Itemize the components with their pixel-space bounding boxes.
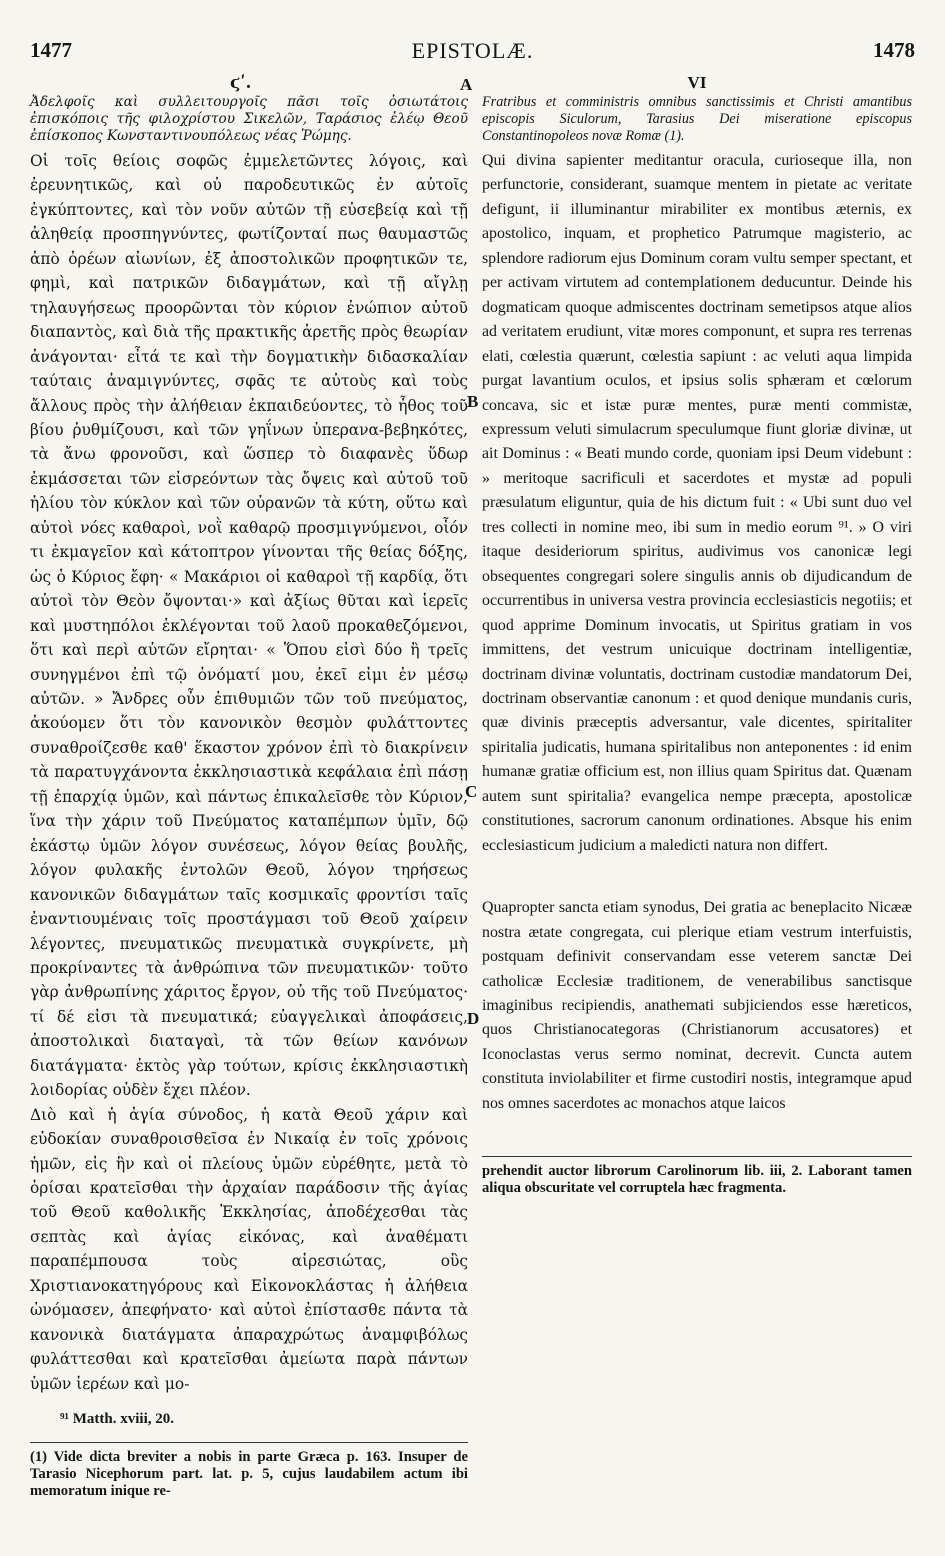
- greek-section-number: ϛʹ.: [230, 73, 252, 93]
- footnote-rule-right: [482, 1156, 912, 1157]
- margin-mark-b: B: [467, 392, 479, 411]
- latin-salutation: Fratribus et comministris omnibus sanctissimis et Christi amantibus episcopis Siculorum, Tarasius Dei miseratione episcopus Constantinopoleos novæ Romæ (1).: [482, 94, 912, 144]
- margin-mark-c: C: [465, 782, 478, 801]
- greek-paragraph-1: Οἱ τοῖς θείοις σοφῶς ἐμμελετῶντες λόγοις, καὶ ἐρευνητικῶς, καὶ οὐ παροδευτικῶς ἐν αὐτοῖς ἐγκύπτοντες, καὶ τὸν νοῦν αὐτῶν τῇ εὐσεβείᾳ καὶ τῇ ἀληθείᾳ προσπηγνύντες, φωτίζονταί πως θαυμαστῶς ἀπὸ ὀρέων αἰωνίων, ἐξ ἀποστολικῶν προφητικῶν τε, φημὶ, καὶ πατρικῶν διδαγμάτων, καὶ τῇ αἴγλῃ τηλαυγήσεως προορῶνται τὸν κύριον ἐνώπιον αὐτοῦ διαπαντὸς, καὶ διὰ τῆς πρακτικῆς ἀρετῆς πρὸς θεωρίαν ἀνάγονται· εἶτά τε καὶ τὴν δογματικὴν διδασκαλίαν ταύταις ἀναμιγνύντες, σφᾶς τε αὐτοὺς καὶ τοὺς ἄλλους πρὸς τὴν ἀλήθειαν ἐκπαιδεύοντες, τὸ ἦθος τοῦ βίου ῥυθμίζουσι, καὶ τῶν γηΐνων ὑπερανα-βεβηκότες, τὰ ἄνω φρονοῦσι, καὶ ὥσπερ τὸ διαφανὲς ὕδωρ ἐκμάσσεται τῶν εἰσρεόντων τὰς ὄψεις καὶ αὐτοῦ τοῦ ἡλίου τὸν κύκλον καὶ τῶν οὐρανῶν τὰ κύτη, οὕτω καὶ αὐτοὶ νόες καθαροὶ, νοῒ καθαρῷ προσμιγνύμενοι, οἷόν τι ἐκμαγεῖον καὶ κάτοπτρον γίνονται τῆς θείας δόξης, ὡς ὁ Κύριος ἔφη· « Μακάριοι οἱ καθαροὶ τῇ καρδίᾳ, ὅτι αὐτοὶ τὸν Θεὸν ὄψονται·» καὶ ἀξίως θῦται καὶ ἱερεῖς καὶ μυστηπόλοι ἐκλέγονται τοῦ λαοῦ προκαθεζόμενοι, ὅτι καὶ περὶ αὐτῶν εἴρηται· « Ὅπου εἰσὶ δύο ἢ τρεῖς συνηγμένοι ἐπὶ τῷ ὀνόματί μου, ἐκεῖ εἰμι ἐν μέσῳ αὐτῶν. » Ἄνδρες οὖν ἐπιθυμιῶν τῶν τοῦ πνεύματος, ἀκούομεν ὅτι τὸν κανονικὸν θεσμὸν φυλάττοντες συναθροίζεσθε καθ' ἕκαστον χρόνον ἐπὶ τὸ διακρίνειν τὰ παρατυγχάνοντα ἐκκλησιαστικὰ κεφάλαια ἐπὶ πάσῃ τῇ ἐπαρχίᾳ ὑμῶν, καὶ πάντως ἐπικαλεῖσθε τὸν Κύριον, ἵνα τὴν χάριν τοῦ Πνεύματος καταπέμπων ὑμῖν, δῷ ἑκάστῳ ὑμῶν λόγον συνέσεως, λόγον θείας βουλῆς, λόγον φυλακῆς ἐντολῶν Θεοῦ, λόγον τηρήσεως κανονικῶν διδαγμάτων ταῖς κοσμικαῖς φροντίσι ταῖς ἐναντιουμέναις τοῖς προστάγμασι τοῦ Θεοῦ χαίρειν λέγοντες, πνευματικῶς πνευματικὰ συγκρίνετε, μὴ προκρίναντες τὰ ἀνθρώπινα τῶν πνευματικῶν· τοῦτο γὰρ ἀνθρωπίνης χάριτος ἔργον, οὐ τῆς τοῦ Πνεύματος· τί δέ εἰσι τὰ πνευματικά; εὐαγγελικαὶ ἀποφάσεις, ἀποστολικαὶ διαταγαὶ, τὰ τῶν θείων κανόνων διατάγματα· ἐκτὸς γὰρ τούτων, κρίσις ἐκκλησιαστικὴ λοιδορίας οὐδὲν ἔχει πλέον.: [30, 152, 468, 1100]
- scripture-note: ⁹¹ Matth. xviii, 20.: [60, 1411, 174, 1428]
- latin-paragraph-1: Qui divina sapienter meditantur oracula, curioseque illa, non perfunctorie, considerant, suamque mentem in pietate ac veritate defigunt, ii illuminantur mirabiliter ex montibus æternis, ex apostolico, inquam, et prophetico Patrumque magisterio, ac splendore radiorum ejus Dominum coram vultu semper spectant, et per activam virtutem ad contemplationem deducuntur. Deinde his dogmaticam quoque admiscentes doctrinam semetipsos atque alios ad veritatem erudiunt, vitæ mores componunt, et supra res terrenas elati, cœlestia quærunt, cœlestia sapiunt : ac veluti aqua limpida purgat lavantium oculos, et ipsius solis sphæram et cœlorum concava, sic et istæ puræ mentes, puræ menti commistæ, expressum veluti simulacrum speculumque fiunt gloriæ divinæ, ut ait Dominus : « Beati mundo corde, quoniam ipsi Deum videbunt : » meritoque sacrificuli et sacerdotes et mystæ ad populi præsulatum eliguntur, quia de his dictum fuit : « Ubi sunt duo vel tres collecti in nomine meo, ibi sum in medio eorum ⁹¹. » O viri itaque desideriorum spiritus, audivimus vos canonicæ legi obsequentes congregari solere singulis annis ob dijudicandum de occurrentibus in universa vestra provincia ecclesiasticis negotiis; et quod apprime Dominum invocatis, ut Spiritus gratiam in vos immittens, det vestrum unicuique doctrinam intelligentiæ, doctrinam divinæ voluntatis, doctrinam custodiæ mandatorum Dei, doctrinam observantiæ canonum : et quod denique mundanis curis, quæ divinis præceptis adversantur, vale dicentes, spiritaliter spiritalia judicatis, humana spiritalibus non anteponentes : id enim humanæ gratiæ officium est, non illius quam Spiritus dat. Quænam autem sunt spiritalia? evangelica nempe præcepta, apostolicæ constitutiones, sacrorum canonum ordinationes. Absque his enim ecclesiasticum judicium a maledicti natura non differt.: [482, 152, 912, 854]
- footnote-rule-left: [30, 1442, 468, 1443]
- latin-section-number: VI: [687, 73, 707, 92]
- footnote-right: prehendit auctor librorum Carolinorum lib. iii, 2. Laborant tamen aliqua obscuritate vel corruptela hæc fragmenta.: [482, 1163, 912, 1197]
- page-number-left: 1477: [30, 38, 72, 62]
- running-title: EPISTOLÆ.: [411, 38, 534, 63]
- latin-column: [482, 72, 912, 1197]
- page-header: [0, 38, 945, 68]
- greek-salutation: Ἀδελφοῖς καὶ συλλειτουργοῖς πᾶσι τοῖς ὁσιωτάτοις ἐπισκόποις τῆς φιλοχρίστου Σικελῶν, Ταράσιος ἐλέῳ Θεοῦ ἐπίσκοπος Κωνσταντινουπόλεως νέας Ῥώμης.: [30, 94, 468, 144]
- page-number-right: 1478: [873, 38, 915, 62]
- greek-column: [30, 72, 468, 1500]
- margin-mark-d: D: [467, 1009, 480, 1028]
- footnote-left: (1) Vide dicta breviter a nobis in parte Græca p. 163. Insuper de Tarasio Nicephorum part. lat. p. 5, cujus laudabilem actum ibi memoratum inique re-: [30, 1449, 468, 1500]
- greek-paragraph-2: Διὸ καὶ ἡ ἁγία σύνοδος, ἡ κατὰ Θεοῦ χάριν καὶ εὐδοκίαν συναθροισθεῖσα ἐν Νικαίᾳ ἐν τοῖς χρόνοις ἡμῶν, εἰς ἣν καὶ οἱ πλείους ὑμῶν εὑρέθητε, μετὰ τὸ ὁρίσαι κρατεῖσθαι τὴν ἀρχαίαν παράδοσιν τῆς ἁγίας τοῦ Θεοῦ καθολικῆς Ἐκκλησίας, ἀποδέχεσθαι τὰς σεπτὰς καὶ ἁγίας εἰκόνας, καὶ ἀναθέματι παραπέμπουσα τοὺς αἱρεσιώτας, οὓς Χριστιανοκατηγόρους καὶ Εἰκονοκλάστας ἡ ἀλήθεια ὠνόμασεν, ἀπεφήνατο· καὶ αὐτοὶ ἐπίστασθε πάντα τὰ κανονικὰ διατάγματα ἀπαραχρώτως ἀναμφιβόλως φυλάττεσθαι καὶ κρατεῖσθαι ἀμείωτα παρὰ πάντων ὑμῶν ἱερέων καὶ μο-: [30, 1105, 468, 1393]
- margin-mark-a: A: [460, 75, 473, 94]
- paragraph-gap: [482, 858, 912, 896]
- latin-paragraph-2: Quapropter sancta etiam synodus, Dei gratia ac beneplacito Nicææ nostra ætate congregata, cui plerique etiam vestrum interfuistis, postquam definivit conservandam esse veterem sanctæ Dei catholicæ Ecclesiæ traditionem, de venerabilibus sanctisque imaginibus recipiendis, anathemati subjiciendos esse hæreticos, quos Christianocategoras (Christianorum accusatores) et Iconoclastas verus sermo nominat, decrevit. Cuncta autem constituta inviolabiliter et firme custodiri nostis, integramque apud nos omnes sacerdotes ac monachos atque laicos: [482, 899, 912, 1112]
